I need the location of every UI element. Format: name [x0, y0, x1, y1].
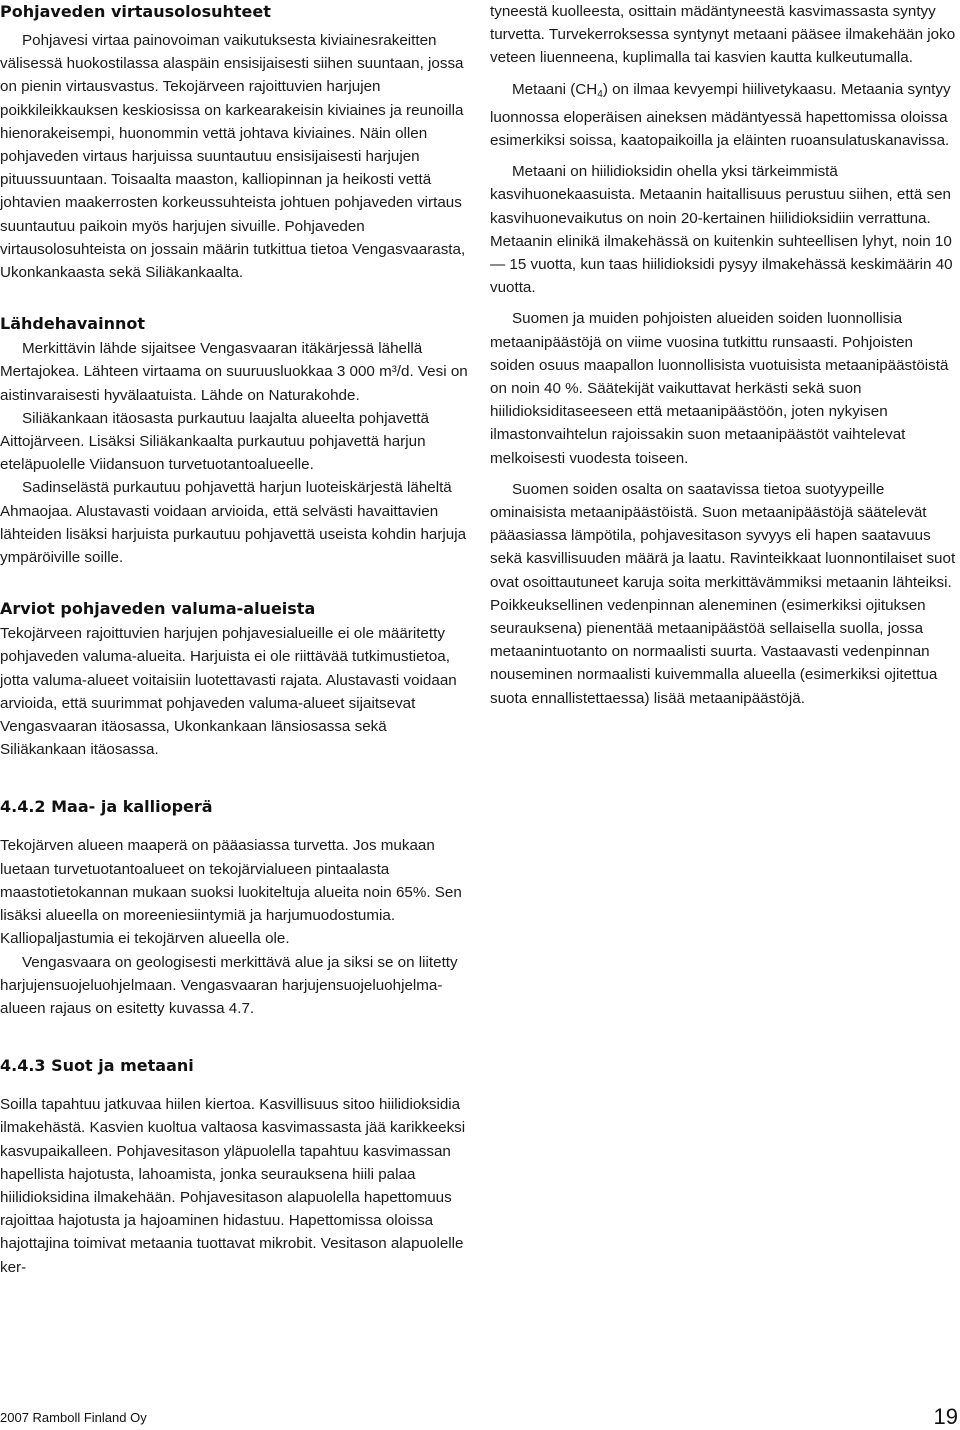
heading-groundwater-flow: Pohjaveden virtausolosuhteet — [0, 2, 271, 21]
paragraph: tyneestä kuolleesta, osittain mädäntyneestä kasvimassasta syntyy turvetta. Turvekerroksessa syntynyt metaani pääsee ilmakehään joko veteen liuenneena, kuplimalla tai kasvien kautta kulkeutumalla. — [490, 3, 956, 67]
text-run: ) on ilmaa kevyempi hiilivetykaasu. Metaania syntyy luonnossa eloperäisen aineksen mädäntyessä hapettomissa oloissa esimerkiksi soissa, kaatopaikoilla ja eläinten ruoansulatuskanavissa. — [490, 80, 951, 150]
heading-section-4-4-3: 4.4.3 Suot ja metaani — [0, 1056, 194, 1076]
paragraph: Pohjavesi virtaa painovoiman vaikutuksesta kiviainesrakeitten välisessä huokostilassa alaspäin ensisijaisesti siihen suuntaan, jossa on pienin virtausvastus. Tekojärveen rajoittuvien harjujen poikkileikkauksen keskiosissa on karkearakeisin kiviaines ja reunoilla hienorakeisempi, huonommin vettä johtava kiviaines. Näin ollen pohjaveden virtaus harjuissa suuntautuu ensisijaisesti harjujen pituussuuntaan. Toisaalta maaston, kalliopinnan ja heikosti vettä johtavien maakerrosten korkeussuhteista johtuen pohjaveden virtaus suuntautuu paikoin myös harjujen sivuille. Pohjaveden virtausolosuhteista on jossain määrin tutkittua tietoa Vengasvaarasta, Ukonkankaasta sekä Siliäkankaalta. — [0, 32, 466, 282]
subscript: 4 — [597, 88, 603, 100]
paragraph: Tekojärveen rajoittuvien harjujen pohjavesialueille ei ole määritetty pohjaveden valuma-alueita. Harjuista ei ole riittävää tutkimustietoa, jotta valuma-alueet voitaisiin luotettavasti rajata. Alustavasti voidaan arvioida, että suurimmat pohjaveden valuma-alueet sijaitsevat Vengasvaaran itäosassa, Ukonkankaan länsiosassa sekä Siliäkankaan itäosassa. — [0, 625, 457, 759]
page-number: 19 — [933, 1404, 958, 1429]
footer-company: 2007 Ramboll Finland Oy — [0, 1410, 147, 1425]
paragraph: Merkittävin lähde sijaitsee Vengasvaaran itäkärjessä lähellä Mertajokea. Lähteen virtaama on suuruusluokkaa 3 000 m³/d. Vesi on aistinvaraisesti hyvälaatuista. Lähde on Naturakohde. — [0, 340, 468, 404]
paragraph: Sadinselästä purkautuu pohjavettä harjun luoteiskärjestä läheltä Ahmaojaa. Alustavasti voidaan arvioida, että selvästi havaittavien lähteiden lisäksi harjuista purkautuu pohjavettä useista kohdin harjuja ympäröiville soille. — [0, 479, 467, 567]
paragraph: Suomen soiden osalta on saatavissa tietoa suotyypeille ominaisista metaanipäästöistä. Suon metaanipäästöjä säätelevät pääasiassa lämpötila, pohjavesitason syvyys eli hapen saatavuus sekä kasvillisuuden määrä ja laatu. Ravinteikkaat luonnontilaiset suot ovat osoittautuneet karuja soita merkittävämmiksi metaanin lähteiksi. Poikkeuksellinen vedenpinnan aleneminen (esimerkiksi ojituksen seurauksena) pienentää metaanipäästöä sellaisella suolla, jossa metaanintuotanto on normaalisti suurta. Vastaavasti vedenpinnan nouseminen normaalisti kuivemmalla alueella (esimerkiksi ojitettua suota ennallistettaessa) lisää metaanipäästöjä. — [490, 480, 956, 707]
text-run: Metaani (CH — [512, 80, 598, 98]
paragraph: Vengasvaara on geologisesti merkittävä alue ja siksi se on liitetty harjujensuojeluohjelmaan. Vengasvaaran harjujensuojeluohjelma-alueen rajaus on esitetty kuvassa 4.7. — [0, 953, 458, 1017]
heading-spring-observations: Lähdehavainnot — [0, 314, 146, 334]
left-column — [0, 0, 468, 1279]
paragraph: Siliäkankaan itäosasta purkautuu laajalta alueelta pohjavettä Aittojärveen. Lisäksi Siliäkankaalta purkautuu pohjavettä harjun eteläpuolelle Viidansuon turvetuotantoalueelle. — [0, 409, 429, 474]
heading-section-4-4-2: 4.4.2 Maa- ja kallioperä — [0, 797, 213, 817]
heading-catchment-estimates: Arviot pohjaveden valuma-alueista — [0, 599, 316, 619]
paragraph: Soilla tapahtuu jatkuvaa hiilen kiertoa. Kasvillisuus sitoo hiilidioksidia ilmakehästä. Kasvien kuoltua valtaosa kasvimassasta jää karikkeeksi kasvupaikalleen. Pohjavesitason yläpuolella tapahtuu kasvimassan hapellista hajotusta, lahoamista, jonka seurauksena hiili palaa hiilidioksidina ilmakehään. Pohjavesitason alapuolella hapettomuus rajoittaa hajotusta ja hajoaminen hidastuu. Hapettomissa oloissa hajottajina toimivat metaania tuottavat mikrobit. Vesitason alapuolelle ker- — [0, 1096, 466, 1276]
paragraph: Tekojärven alueen maaperä on pääasiassa turvetta. Jos mukaan luetaan turvetuotantoalueet on tekojärvialueen pintaalasta maastotietokannan mukaan suoksi luokiteltuja alueita noin 65%. Sen lisäksi alueella on moreeniesiintymiä ja harjumuodostumia. Kalliopaljastumia ei tekojärven alueella ole. — [0, 837, 462, 948]
right-column — [490, 0, 958, 710]
paragraph: Metaani on hiilidioksidin ohella yksi tärkeimmistä kasvihuonekaasuista. Metaanin haitallisuus perustuu siihen, että sen kasvihuonevaikutus on noin 20-kertainen hiilidioksidiin verrattuna. Metaanin elinikä ilmakehässä on kuitenkin suhteellisen lyhyt, noin 10 — 15 vuotta, kun taas hiilidioksidi pysyy ilmakehässä keskimäärin 40 vuotta. — [490, 163, 953, 297]
paragraph-methane — [490, 78, 958, 153]
paragraph: Suomen ja muiden pohjoisten alueiden soiden luonnollisia metaanipäästöjä on viime vuosina tutkittu runsaasti. Pohjoisten soiden osuus maapallon luonnollisista vuotuisista metaanipäästöistä on noin 40 %. Säätekijät vaikuttavat herkästi sekä suon hiilidioksiditaseeseen että metaanipäästöön, joten nykyisen ilmastonvaihtelun rajoissakin suon metaanipäästöt vaihtelevat melkoisesti vuodesta toiseen. — [490, 310, 949, 467]
